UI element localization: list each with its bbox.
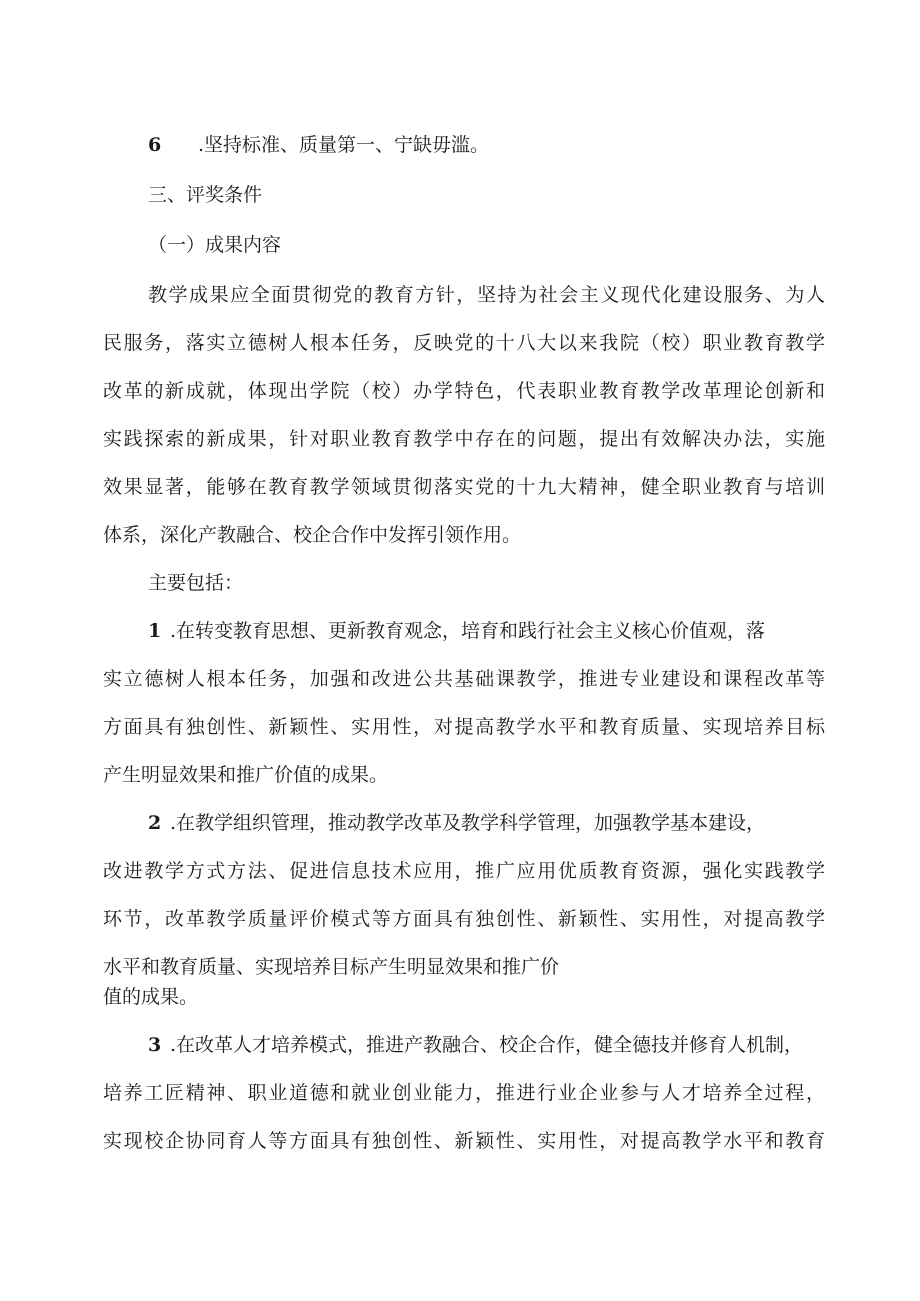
paragraph-line: 主要包括： (148, 572, 244, 594)
paragraph-line: 培养工匠精神、职业道德和就业创业能力，推进行业企业参与人才培养全过程， (103, 1082, 825, 1104)
list-item-3 (148, 1032, 825, 1058)
list-item-1 (148, 618, 825, 644)
paragraph-line: 值的成果。 (103, 986, 199, 1008)
list-item-6 (148, 132, 825, 158)
paragraph-line: 效果显著，能够在教育教学领域贯彻落实党的十九大精神，健全职业教育与培训 (103, 476, 825, 498)
paragraph-line: 体系，深化产教融合、校企合作中发挥引领作用。 (103, 524, 522, 546)
section-heading: 三、评奖条件 (148, 184, 263, 206)
paragraph-line: 方面具有独创性、新颖性、实用性，对提高教学水平和教育质量、实现培养目标 (103, 716, 825, 738)
item-number: 1 (148, 620, 162, 642)
item-number: 3 (148, 1034, 162, 1056)
item-number: 6 (148, 134, 162, 156)
paragraph-line: 环节，改革教学质量评价模式等方面具有独创性、新颖性、实用性，对提高教学 (103, 908, 825, 930)
paragraph-line: 实现校企协同育人等方面具有独创性、新颖性、实用性，对提高教学水平和教育 (103, 1130, 825, 1152)
paragraph-line: 改进教学方式方法、促进信息技术应用，推广应用优质教育资源，强化实践教学 (103, 860, 825, 882)
paragraph-line: 实立德树人根本任务，加强和改进公共基础课教学，推进专业建设和课程改革等 (103, 668, 825, 690)
item-number: 2 (148, 812, 162, 834)
paragraph-line: 民服务，落实立德树人根本任务，反映党的十八大以来我院（校）职业教育教学 (103, 332, 825, 354)
subsection-heading: （一）成果内容 (148, 234, 282, 256)
list-item-2 (148, 810, 825, 836)
paragraph-line: 产生明显效果和推广价值的成果。 (103, 764, 389, 786)
paragraph-line: 实践探索的新成果，针对职业教育教学中存在的问题，提出有效解决办法，实施 (103, 428, 825, 450)
paragraph-line: 教学成果应全面贯彻党的教育方针，坚持为社会主义现代化建设服务、为人 (148, 284, 825, 306)
item-text: .坚持标准、质量第一、宁缺毋滥。 (198, 134, 490, 156)
item-text: .在教学组织管理，推动教学改革及教学科学管理，加强教学基本建设， (170, 812, 766, 834)
paragraph-line: 水平和教育质量、实现培养目标产生明显效果和推广价 (103, 956, 560, 978)
item-text: .在转变教育思想、更新教育观念，培育和践行社会主义核心价值观，落 (170, 620, 766, 642)
item-text: .在改革人才培养模式，推进产教融合、校企合作，健全德技并修育人机制， (170, 1034, 804, 1056)
paragraph-line: 改革的新成就，体现出学院（校）办学特色，代表职业教育教学改革理论创新和 (103, 380, 825, 402)
